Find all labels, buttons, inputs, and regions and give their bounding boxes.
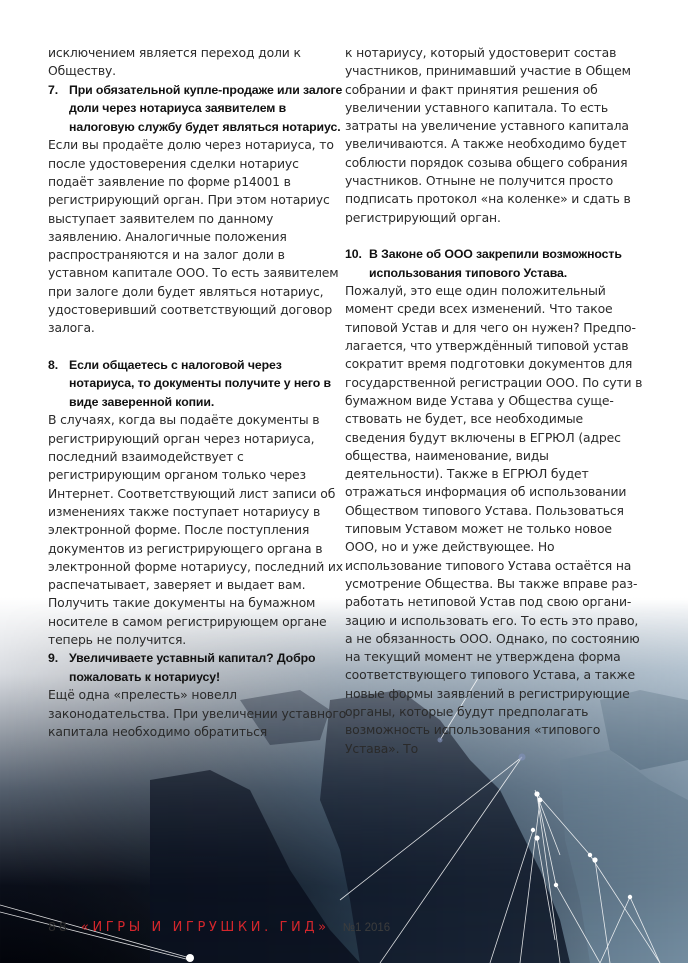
item-7-title: При обязательной купле-продаже или залоге доли через нотариуса заявителем в налоговую службу будет являться нотариус. [69, 82, 343, 134]
item-7-number: 7. [48, 82, 59, 97]
item-8-number: 8. [48, 357, 59, 372]
item-10-body: Пожалуй, это еще один положительный момент среди всех изменений. Что такое типовой Устав и для чего он нужен? Предполагается, что утверждённый типовой устав сократит время подготовки документов для государственной регистрации ООО. По сути в бумажном виде Устава у Общества существовать не будет, все необходимые сведения будут включены в ЕГРЮЛ (адрес общества, наименование, виды деятельности). Также в ЕГРЮЛ будет отражаться информация об использовании Обществом типового Устава. Пользоваться типовым Уставом может не только новое ООО, но и уже действующее. Но использование типового Устава остаётся на усмотрение Общества. Вы также вправе разработать нетиповой Устав под свою организацию и использовать его. То есть это право, а не обязанность ООО. Однако, по состоянию на текущий момент не утверждена форма соответствующего типового Устава, а также новые формы заявлений в регистрирующие органы, которые будут предполагать возможность использования «типового Устава». То [345, 283, 643, 756]
item-8-body: В случаях, когда вы подаёте документы в регистрирующий орган через нотариуса, последний взаимодействует с регистрирующим органом только через Интернет. Соответствующий лист записи об изменениях также поступает нотариусу в электронной форме. После поступления документов из регистрирующего органа в электронной форме нотариусу, последний их распечатывает, заверяет и выдает вам. Получить такие документы на бумажном носителе в самом регистрирующем органе теперь не получится. [48, 412, 343, 647]
item-10-number: 10. [345, 246, 362, 261]
item-8-title: Если общаетесь с налоговой через нотариуса, то документы получите у него в виде заверенной копии. [69, 357, 331, 409]
item-7-heading [48, 81, 348, 137]
page-footer [48, 919, 390, 935]
item-9-body: Ещё одна «прелесть» новелл законодательства. При увеличении уставного капитала необходимо обратиться [48, 687, 347, 740]
item-9-continuation: к нотариусу, который удостоверит состав участников, принимавший участие в Общем собрании и факт принятия решения об увеличении уставного капитала. То есть затраты на увеличение уставного капитала увеличиваются. А также необходимо будет соблюсти порядок созыва общего собрания участников. Отныне не получится просто подписать протокол «на коленке» и сдать в регистрирующий орган. [345, 45, 631, 225]
item-9-heading [48, 649, 348, 686]
item-8-heading [48, 356, 348, 412]
magazine-title: «ИГРЫ И ИГРУШКИ. ГИД» [80, 920, 330, 935]
left-column [48, 44, 348, 741]
issue-number: №1 2016 [342, 922, 391, 934]
item-10-title: В Законе об ООО закрепили возможность использования типового Устава. [369, 246, 622, 280]
page-number: 88 [48, 919, 70, 934]
right-column [345, 44, 645, 758]
item-9-number: 9. [48, 651, 59, 666]
item-7-body: Если вы продаёте долю через нотариуса, то после удостоверения сделки нотариус подаёт заявление по форме р14001 в регистрирующий орган. При этом нотариус выступает заявителем по данному заявлению. Аналогичные положения распространяются и на залог доли в уставном капитале ООО. То есть заявителем при залоге доли будет являться нотариус, удостоверивший соответствующий договор залога. [48, 137, 339, 336]
intro-paragraph: исключением является переход доли к Обществу. [48, 45, 301, 79]
item-10-heading [345, 245, 645, 282]
item-9-title: Увеличиваете уставный капитал? Добро пожаловать к нотариусу! [69, 651, 316, 684]
